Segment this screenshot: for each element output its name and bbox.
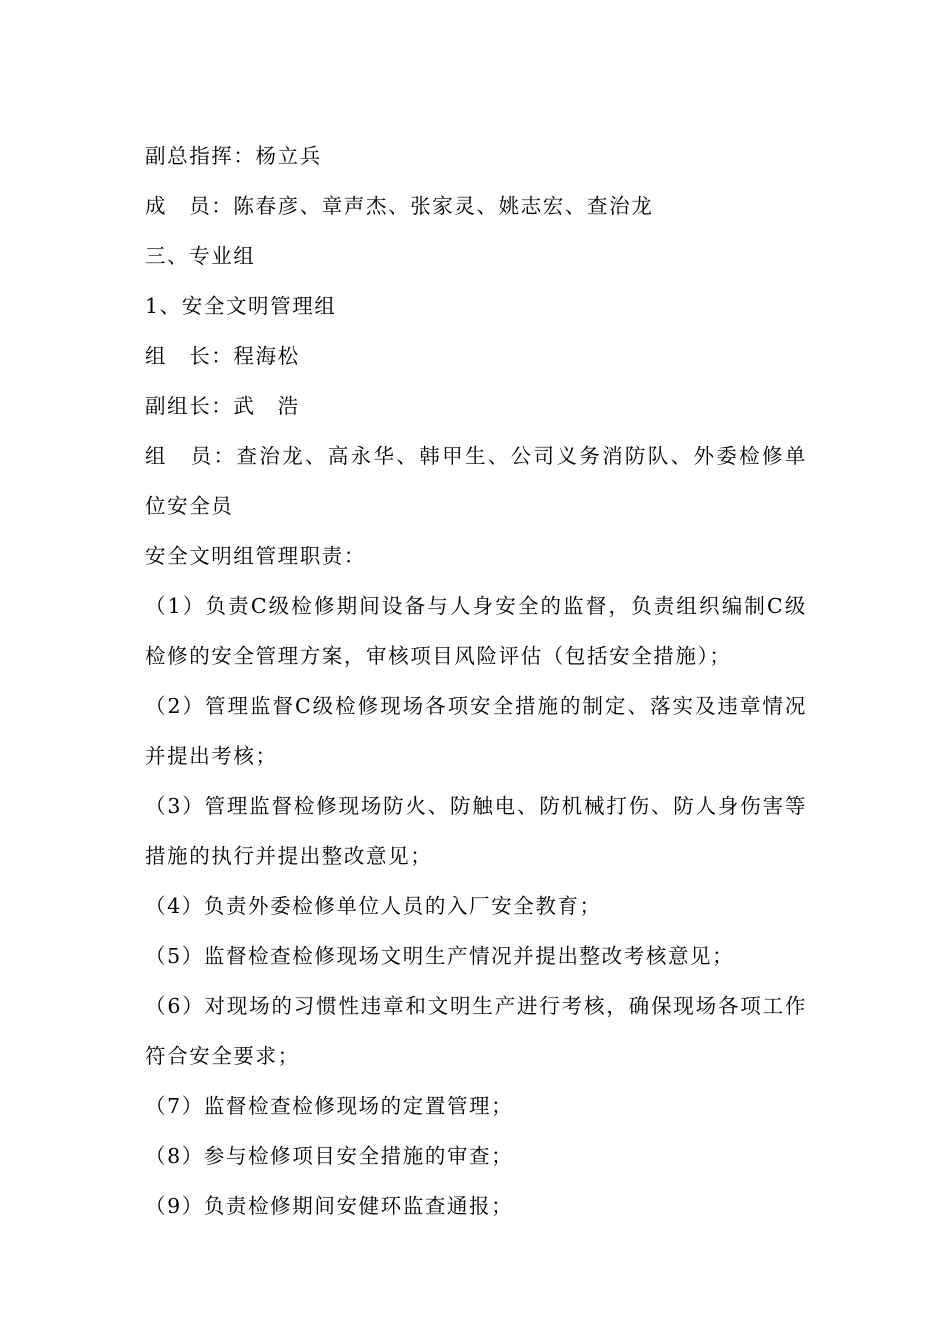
- responsibility-item-2: （2）管理监督C级检修现场各项安全措施的制定、落实及违章情况: [145, 694, 807, 718]
- responsibility-item-1-cont: 检修的安全管理方案，审核项目风险评估（包括安全措施）；: [145, 644, 732, 668]
- section-heading: 三、专业组: [145, 244, 256, 268]
- deputy-commander-line: 副总指挥：杨立兵: [145, 144, 322, 168]
- responsibility-item-1: （1）负责C级检修期间设备与人身安全的监督，负责组织编制C级: [145, 594, 807, 618]
- responsibility-item-6-cont: 符合安全要求；: [145, 1044, 300, 1068]
- group-members-line-cont: 位安全员: [145, 494, 234, 518]
- responsibility-item-2-cont: 并提出考核；: [145, 744, 278, 768]
- deputy-group-leader-line: 副组长：武 浩: [145, 394, 300, 418]
- responsibility-item-9: （9）负责检修期间安健环监查通报；: [145, 1194, 514, 1218]
- responsibility-item-4: （4）负责外委检修单位人员的入厂安全教育；: [145, 894, 602, 918]
- document-body: [145, 131, 807, 1231]
- group-members-line: 组 员：查治龙、高永华、韩甲生、公司义务消防队、外委检修单: [145, 444, 807, 468]
- responsibilities-heading: 安全文明组管理职责：: [145, 544, 366, 568]
- responsibility-item-3-cont: 措施的执行并提出整改意见；: [145, 844, 433, 868]
- group-leader-line: 组 长：程海松: [145, 344, 300, 368]
- subsection-heading: 1、安全文明管理组: [145, 294, 337, 318]
- responsibility-item-3: （3）管理监督检修现场防火、防触电、防机械打伤、防人身伤害等: [145, 794, 807, 818]
- members-line: 成 员：陈春彦、章声杰、张家灵、姚志宏、查治龙: [145, 194, 654, 218]
- responsibility-item-7: （7）监督检查检修现场的定置管理；: [145, 1094, 514, 1118]
- responsibility-item-8: （8）参与检修项目安全措施的审查；: [145, 1144, 514, 1168]
- responsibility-item-5: （5）监督检查检修现场文明生产情况并提出整改考核意见；: [145, 944, 735, 968]
- responsibility-item-6: （6）对现场的习惯性违章和文明生产进行考核，确保现场各项工作: [145, 994, 807, 1018]
